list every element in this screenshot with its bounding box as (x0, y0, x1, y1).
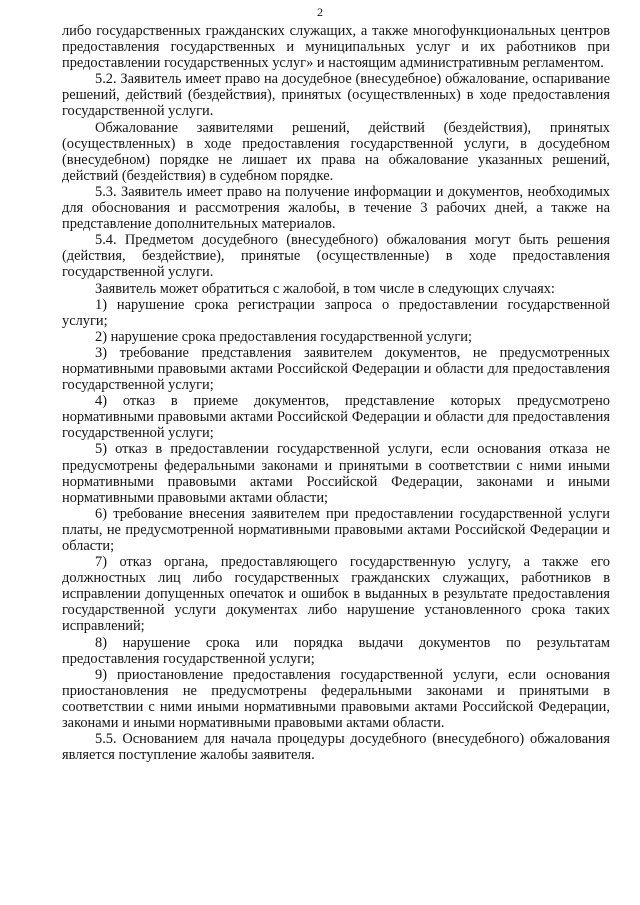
list-item-5: 5) отказ в предоставлении государственной услуги, если основания отказа не предусмотрены федеральными законами и принятыми в соответствии с ними иными нормативными правовыми актами Российской Федерации, законами и иными нормативными правовыми актами области; (62, 441, 610, 506)
list-item-1: 1) нарушение срока регистрации запроса о предоставлении государственной услуги; (62, 296, 610, 329)
list-item-2: 2) нарушение срока предоставления государственной услуги; (95, 328, 472, 345)
paragraph-continuation: либо государственных гражданских служащих, а также многофункциональных центров предоставления государственных и муниципальных услуг и их работников при предоставлении государственных услуг» и настоящим административным регламентом. (62, 23, 610, 72)
list-item-4: 4) отказ в приеме документов, представление которых предусмотрено нормативными правовыми актами Российской Федерации и области для предоставления государственной услуги; (62, 393, 610, 442)
paragraph-cases-intro: Заявитель может обратиться с жалобой, в том числе в следующих случаях: (95, 280, 555, 297)
paragraph-5-3: 5.3. Заявитель имеет право на получение информации и документов, необходимых для обоснования и рассмотрения жалобы, в течение 3 рабочих дней, а также на представление дополнительных материалов. (62, 183, 610, 233)
paragraph-5-5: 5.5. Основанием для начала процедуры досудебного (внесудебного) обжалования является поступление жалобы заявителя. (62, 731, 610, 764)
list-item-7: 7) отказ органа, предоставляющего государственную услугу, а также его должностных лиц либо государственных гражданских служащих, работников в исправлении допущенных опечаток и ошибок в выданных в результате предоставления государственной услуги документах либо нарушение установленного срока таких исправлений; (62, 554, 610, 635)
list-item-8: 8) нарушение срока или порядка выдачи документов по результатам предоставления государственной услуги; (62, 634, 610, 667)
list-item-9: 9) приостановление предоставления государственной услуги, если основания приостановления не предусмотрены федеральными законами и принятыми в соответствии с ними иными нормативными правовыми актами Российской Федерации, законами и иными нормативными правовыми актами области. (62, 666, 610, 732)
document-body (62, 23, 610, 763)
paragraph-appeal-rights: Обжалование заявителями решений, действий (бездействия), принятых (осуществленных) в ходе предоставления государственной услуги, в досудебном (внесудебном) порядке не лишает их права на обжалование указанных решений, действий (бездействия) в судебном порядке. (62, 119, 610, 184)
list-item-3: 3) требование представления заявителем документов, не предусмотренных нормативными правовыми актами Российской Федерации и области для предоставления государственной услуги; (62, 344, 610, 394)
paragraph-5-2: 5.2. Заявитель имеет право на досудебное (внесудебное) обжалование, оспаривание решений, действий (бездействия), принятых (осуществленных) в ходе предоставления государственной услуги. (62, 71, 610, 120)
page-number: 2 (317, 5, 323, 19)
paragraph-5-4: 5.4. Предметом досудебного (внесудебного) обжалования могут быть решения (действия, бездействие), принятые (осуществленные) в ходе предоставления государственной услуги. (62, 232, 610, 281)
list-item-6: 6) требование внесения заявителем при предоставлении государственной услуги платы, не предусмотренной нормативными правовыми актами Российской Федерации и области; (62, 505, 610, 554)
